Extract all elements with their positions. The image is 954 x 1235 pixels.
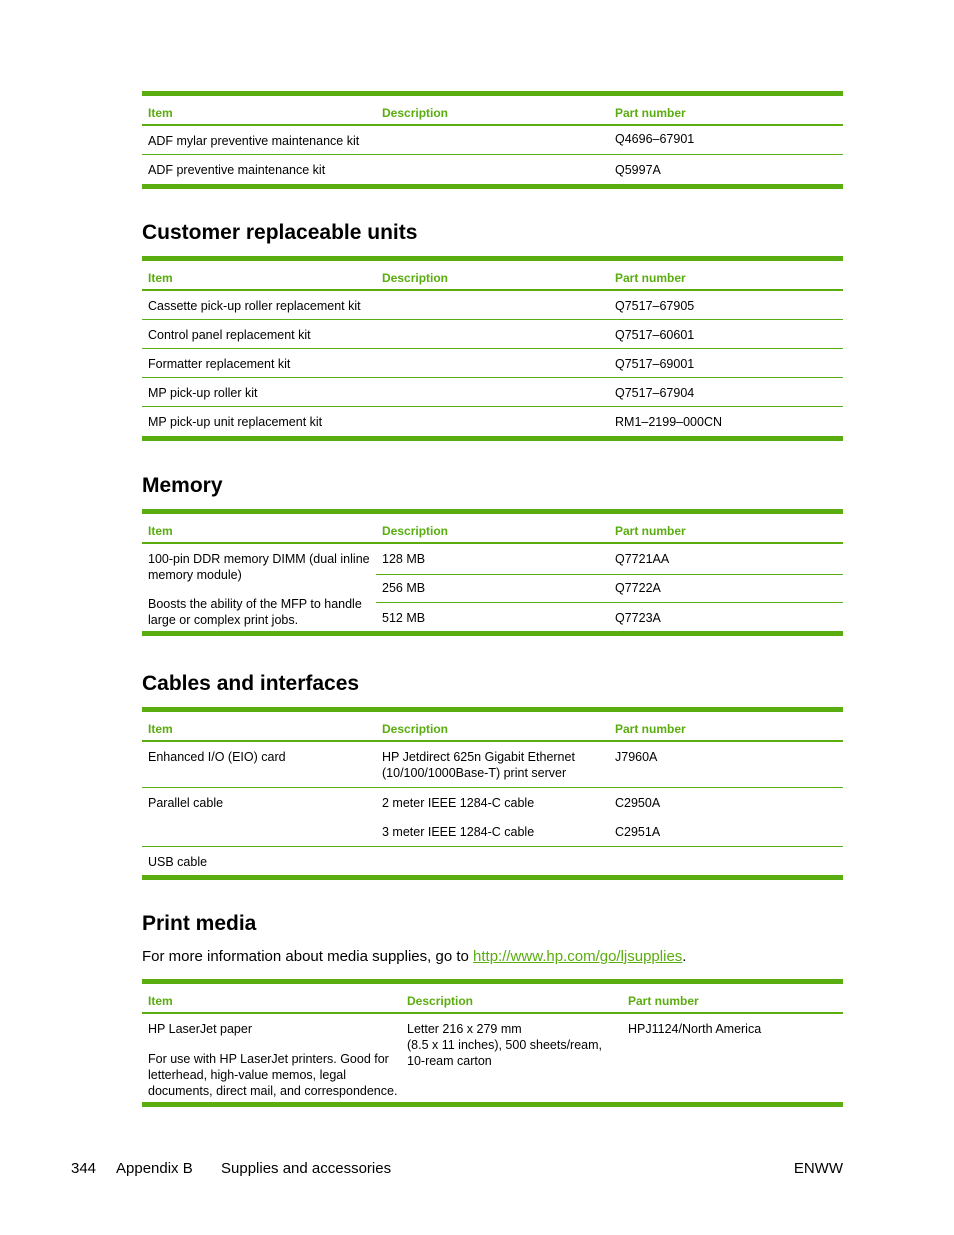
table-row: [142, 291, 843, 320]
table-row: [142, 349, 843, 378]
table-row: [142, 126, 843, 155]
row-part-number: Q7517–60601: [615, 328, 695, 342]
table-row: [142, 320, 843, 349]
table-header: [142, 96, 843, 126]
row-item: USB cable: [148, 855, 208, 869]
section-title-memory: Memory: [142, 474, 223, 497]
media-intro-paragraph: [142, 948, 686, 966]
row-description: 3 meter IEEE 1284-C cable: [382, 825, 535, 839]
row-item: Cassette pick-up roller replacement kit: [148, 299, 361, 313]
footer-enww: ENWW: [793, 1160, 843, 1177]
row-item: ADF mylar preventive maintenance kit: [148, 134, 360, 148]
media-item-note-line3: documents, direct mail, and correspondence.: [148, 1084, 398, 1098]
row-item: ADF preventive maintenance kit: [148, 163, 326, 177]
row-item: Parallel cable: [148, 796, 224, 810]
cru-parts-table: [142, 256, 843, 441]
media-intro-text: For more information about media supplies, go to: [142, 948, 474, 965]
header-part-number: Part number: [615, 722, 686, 736]
table-row: [142, 155, 843, 184]
row-description: [382, 749, 575, 781]
table-row: [376, 544, 843, 575]
row-part-number: Q7721AA: [615, 552, 670, 566]
footer-page-number: 344: [71, 1160, 97, 1177]
footer-chapter: Appendix B: [116, 1160, 193, 1177]
adf-parts-table: [142, 91, 843, 189]
media-item-cell: [148, 1021, 406, 1099]
row-part-number: Q7722A: [615, 581, 661, 595]
table-row: [376, 603, 843, 631]
header-description: Description: [382, 271, 449, 285]
row-part-number: Q7517–67905: [615, 299, 695, 313]
row-item: MP pick-up roller kit: [148, 386, 258, 400]
table-bottom-bar: [142, 436, 843, 441]
section-title-cru: Customer replaceable units: [142, 221, 418, 244]
table-header: [142, 514, 843, 544]
media-item-note-line1: For use with HP LaserJet printers. Good for: [148, 1052, 389, 1066]
ljsupplies-link[interactable]: http://www.hp.com/go/ljsupplies: [473, 948, 683, 965]
table-bottom-bar: [142, 631, 843, 636]
header-item: Item: [148, 106, 173, 120]
row-item: MP pick-up unit replacement kit: [148, 415, 323, 429]
row-part-number: Q4696–67901: [615, 132, 695, 146]
row-description: 128 MB: [382, 552, 426, 566]
header-part-number: Part number: [615, 106, 686, 120]
memory-item-name-line2: memory module): [148, 568, 242, 582]
media-parts-table: [142, 979, 843, 1107]
row-part-number: C2950A: [615, 796, 661, 810]
memory-item-name-line1: 100-pin DDR memory DIMM (dual inline: [148, 552, 370, 566]
table-row: [142, 788, 843, 847]
media-description-line2: (8.5 x 11 inches), 500 sheets/ream,: [407, 1038, 603, 1052]
table-bottom-bar: [142, 875, 843, 880]
table-header: [142, 984, 843, 1014]
memory-item-cell: [148, 551, 376, 628]
table-row: [142, 378, 843, 407]
media-intro-end: .: [682, 948, 687, 965]
table-header: [142, 261, 843, 291]
row-part-number: HPJ1124/North America: [628, 1022, 762, 1036]
memory-parts-table: [142, 509, 843, 636]
header-item: Item: [148, 722, 173, 736]
header-part-number: Part number: [615, 271, 686, 285]
section-title-cables: Cables and interfaces: [142, 672, 360, 695]
header-item: Item: [148, 271, 173, 285]
memory-item-note-line2: large or complex print jobs.: [148, 613, 299, 627]
row-part-number: Q7517–67904: [615, 386, 695, 400]
row-part-number: RM1–2199–000CN: [615, 415, 723, 429]
media-description-cell: [407, 1021, 622, 1069]
media-item-name: HP LaserJet paper: [148, 1022, 252, 1036]
header-item: Item: [148, 524, 173, 538]
row-part-number: C2951A: [615, 825, 661, 839]
table-row: [142, 407, 843, 436]
row-description: 256 MB: [382, 581, 426, 595]
footer-section: Supplies and accessories: [221, 1160, 392, 1177]
cables-parts-table: [142, 707, 843, 880]
header-item: Item: [148, 994, 173, 1008]
row-description-line2: (10/100/1000Base-T) print server: [382, 766, 567, 780]
row-item: Formatter replacement kit: [148, 357, 291, 371]
table-bottom-bar: [142, 184, 843, 189]
table-row: [142, 742, 843, 788]
header-part-number: Part number: [628, 994, 699, 1008]
header-description: Description: [382, 722, 449, 736]
memory-body: [142, 544, 843, 631]
header-description: Description: [382, 524, 449, 538]
row-part-number: Q7723A: [615, 611, 661, 625]
row-item: Enhanced I/O (EIO) card: [148, 750, 286, 764]
memory-item-note-line1: Boosts the ability of the MFP to handle: [148, 597, 362, 611]
row-part-number: J7960A: [615, 750, 658, 764]
table-row: [142, 847, 843, 875]
table-bottom-bar: [142, 1102, 843, 1107]
row-description: 2 meter IEEE 1284-C cable: [382, 796, 535, 810]
media-description-line3: 10-ream carton: [407, 1054, 492, 1068]
media-description-line1: Letter 216 x 279 mm: [407, 1022, 522, 1036]
table-row: [142, 1014, 843, 1102]
media-item-note-line2: letterhead, high-value memos, legal: [148, 1068, 347, 1082]
row-part-number: Q5997A: [615, 163, 661, 177]
section-title-print-media: Print media: [142, 912, 257, 935]
table-row: [376, 575, 843, 603]
row-description: 512 MB: [382, 611, 426, 625]
row-description-line1: HP Jetdirect 625n Gigabit Ethernet: [382, 750, 575, 764]
row-part-number: Q7517–69001: [615, 357, 695, 371]
table-header: [142, 712, 843, 742]
header-description: Description: [407, 994, 474, 1008]
row-item: Control panel replacement kit: [148, 328, 311, 342]
header-description: Description: [382, 106, 449, 120]
header-part-number: Part number: [615, 524, 686, 538]
